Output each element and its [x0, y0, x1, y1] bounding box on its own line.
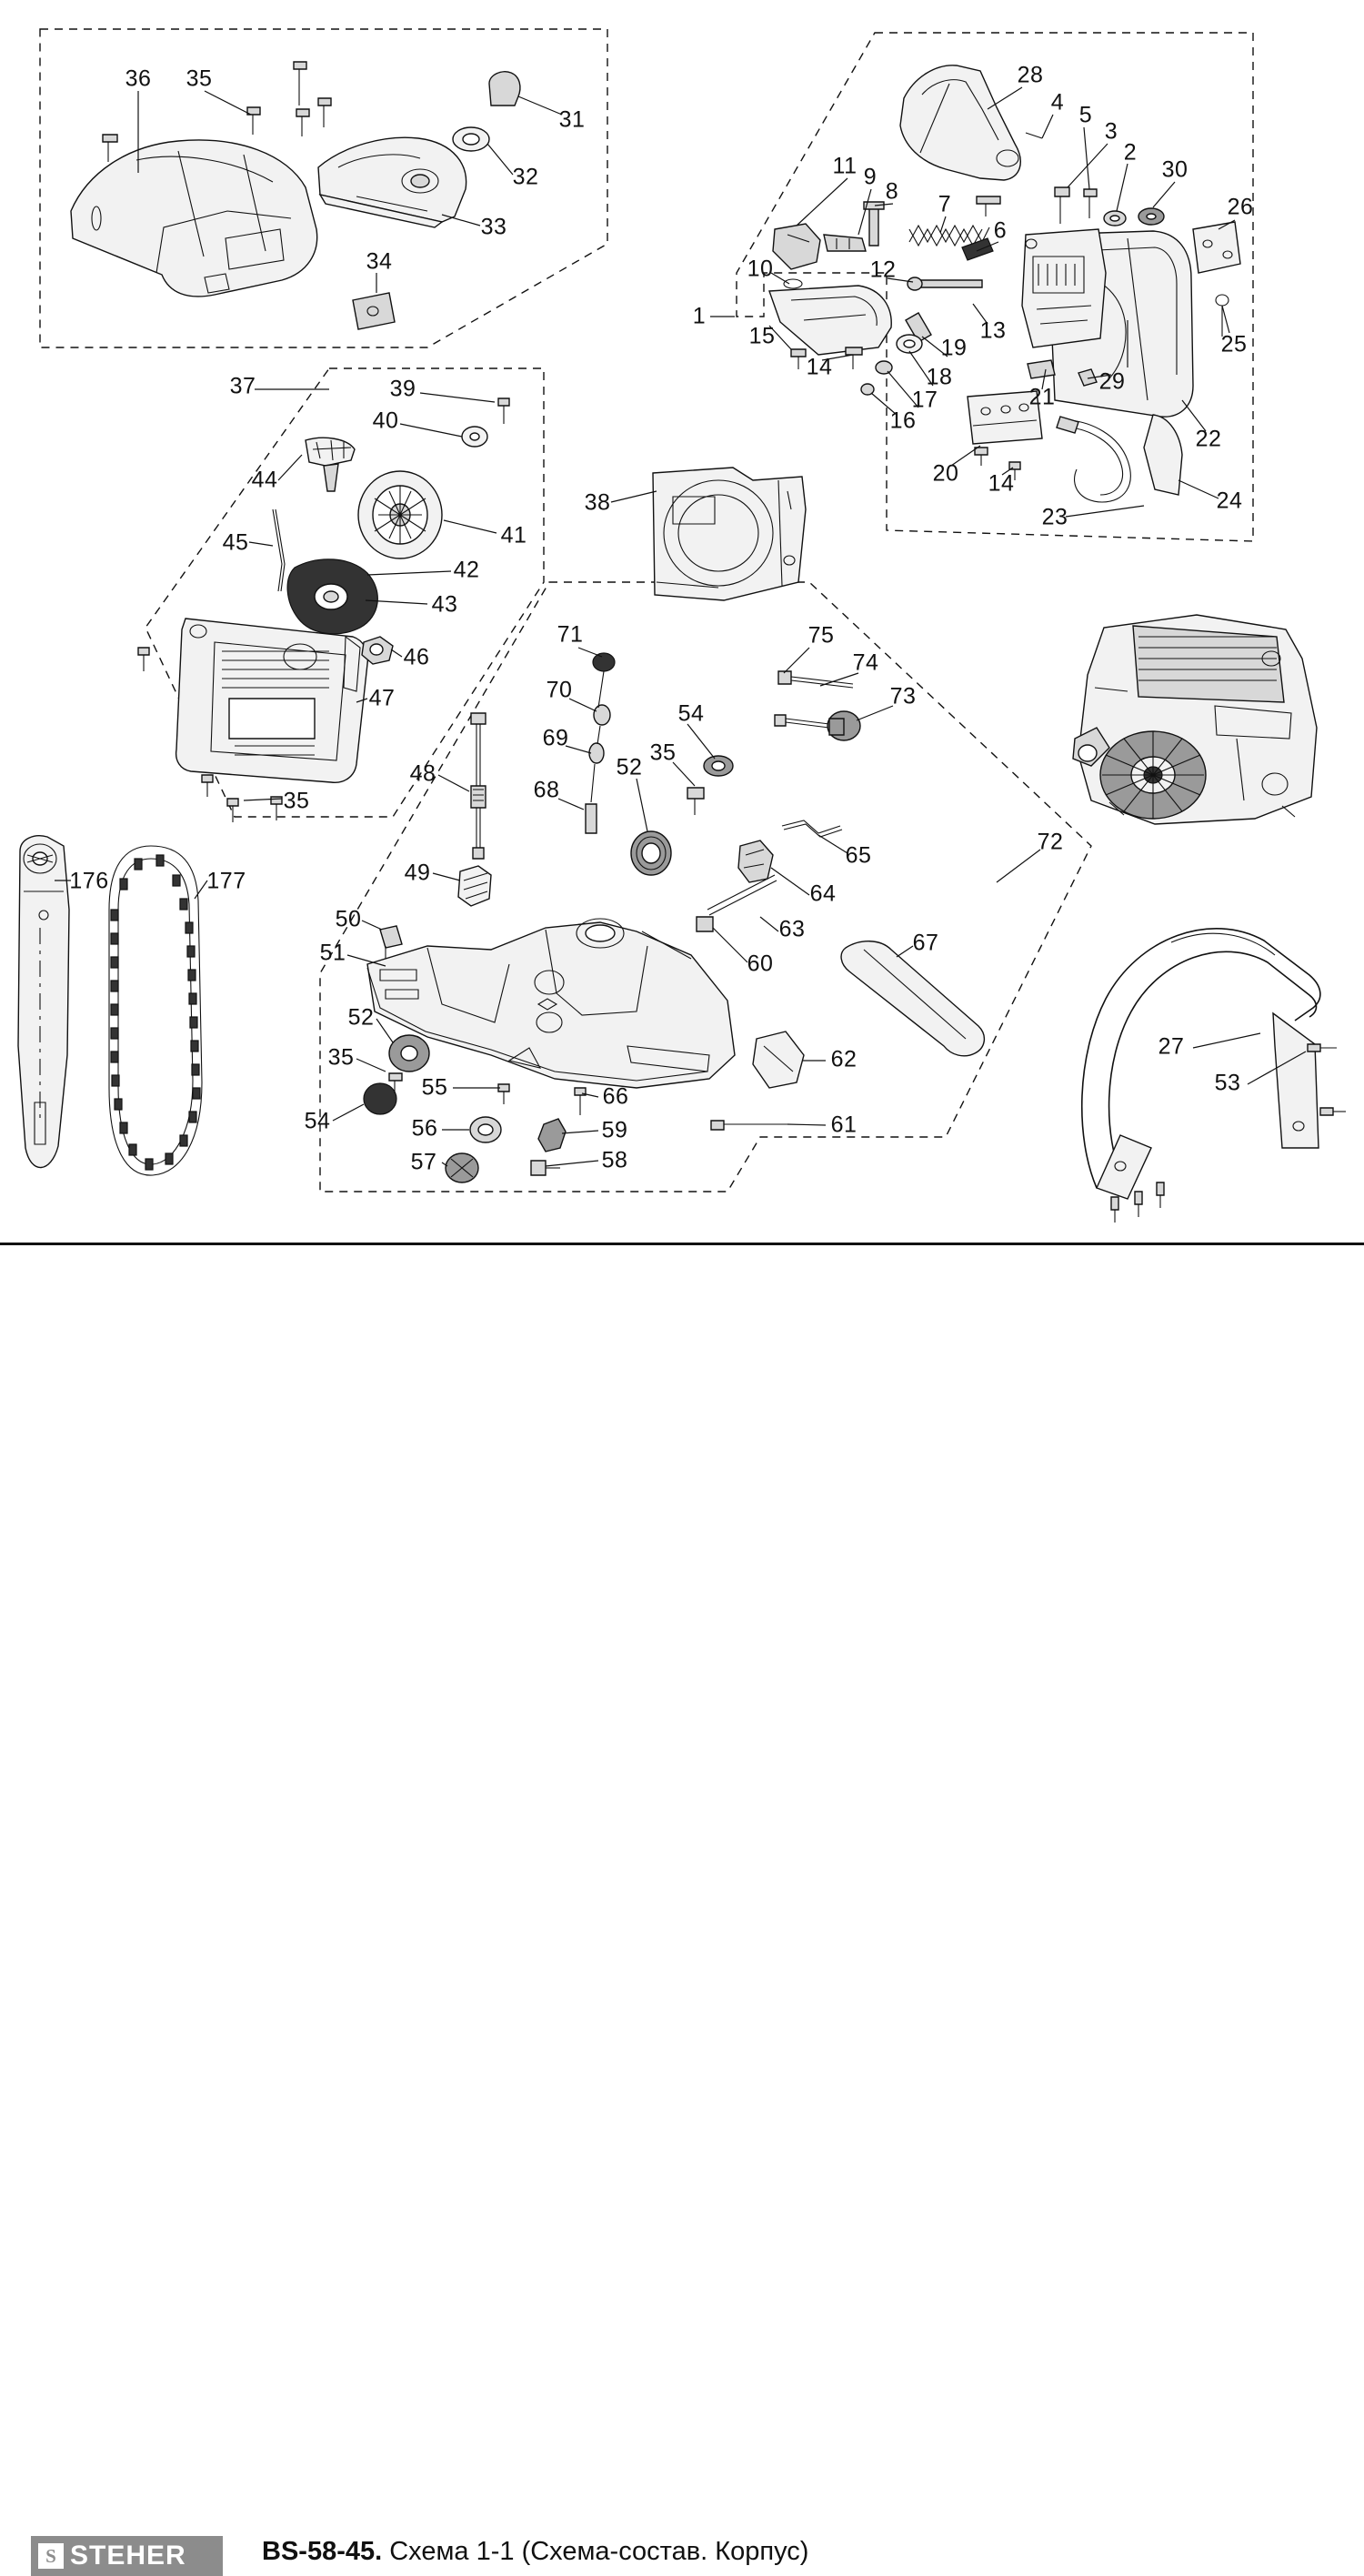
part-26-side-plate — [1193, 222, 1240, 273]
callout-c16: 16 — [889, 408, 917, 434]
callout-c39: 39 — [389, 376, 416, 402]
callout-c22: 22 — [1195, 426, 1222, 452]
part-45-starter-rope — [273, 509, 285, 591]
callout-c48: 48 — [409, 760, 436, 787]
callout-c10: 10 — [747, 256, 774, 282]
callout-c12: 12 — [869, 257, 897, 283]
callout-c4: 4 — [1050, 89, 1065, 116]
callout-c40: 40 — [372, 408, 399, 434]
callout-c14a: 14 — [806, 354, 833, 380]
callout-c23: 23 — [1041, 504, 1068, 530]
callout-c177: 177 — [206, 868, 246, 894]
callout-c53: 53 — [1214, 1070, 1241, 1096]
callout-c31: 31 — [558, 106, 586, 133]
callout-c37: 37 — [229, 373, 256, 399]
callout-c6: 6 — [993, 217, 1008, 244]
callout-c24: 24 — [1216, 488, 1243, 514]
callout-c71: 71 — [557, 621, 584, 648]
diagram-title — [262, 2537, 808, 2567]
diagram-subtitle: Схема 1-1 (Схема-состав. Корпус) — [389, 2537, 809, 2566]
callout-c28: 28 — [1017, 62, 1044, 88]
part-12-rod — [908, 277, 982, 290]
callout-c43: 43 — [431, 591, 458, 618]
callout-c58: 58 — [601, 1147, 628, 1173]
part-176-guide-bar — [18, 836, 69, 1168]
callout-c32: 32 — [512, 164, 539, 190]
callout-c47: 47 — [368, 685, 396, 711]
callout-c55: 55 — [421, 1074, 448, 1101]
part-49-filter — [458, 866, 491, 906]
callout-c176: 176 — [69, 868, 109, 894]
part-50-clip — [380, 926, 402, 959]
callout-c73: 73 — [889, 683, 917, 709]
callout-c64: 64 — [809, 880, 837, 907]
brand-logo — [31, 2536, 223, 2576]
callout-c66: 66 — [602, 1083, 629, 1110]
part-10-11-9-levers — [773, 224, 866, 269]
callout-c52a: 52 — [616, 754, 643, 780]
part-177-saw-chain — [109, 846, 202, 1175]
callout-c15: 15 — [748, 323, 776, 349]
part-67-handle-grip — [841, 941, 984, 1056]
part-38-fan-housing — [653, 468, 806, 600]
callout-c29: 29 — [1098, 368, 1126, 395]
part-32-washer — [453, 127, 489, 151]
part-24-guard — [1144, 415, 1182, 495]
callout-c52b: 52 — [347, 1004, 375, 1031]
callout-c51: 51 — [319, 940, 346, 966]
callout-c56: 56 — [411, 1115, 438, 1142]
callout-c2: 2 — [1123, 139, 1138, 166]
callout-c5: 5 — [1078, 102, 1093, 128]
part-43-starter-spring-case — [287, 559, 377, 634]
callout-c41: 41 — [500, 522, 527, 548]
part-8-pin — [864, 202, 884, 246]
callout-c67: 67 — [912, 930, 939, 956]
callout-c38: 38 — [584, 489, 611, 516]
part-39-40-screws — [462, 398, 509, 447]
callout-c35b: 35 — [283, 788, 310, 814]
callout-c69: 69 — [542, 725, 569, 751]
callout-c70: 70 — [546, 677, 573, 703]
callout-c17: 17 — [911, 387, 938, 413]
callout-c9: 9 — [863, 164, 878, 190]
part-75-74-73-rods — [775, 671, 860, 740]
part-33-cover-plate — [318, 137, 466, 227]
callout-c27: 27 — [1158, 1033, 1185, 1060]
part-15-throttle-trigger — [769, 279, 891, 355]
part-48-throttle-rod — [471, 713, 486, 859]
callout-c74: 74 — [852, 649, 879, 676]
callout-c25: 25 — [1220, 331, 1248, 357]
part-36-top-cover — [71, 140, 317, 297]
part-31-cap — [489, 72, 520, 106]
callout-c7: 7 — [938, 191, 952, 217]
part-engine-block — [1073, 615, 1317, 824]
part-41-starter-pulley — [358, 471, 442, 558]
callout-c18: 18 — [926, 364, 953, 390]
callout-c3: 3 — [1104, 118, 1118, 145]
callout-c61: 61 — [830, 1112, 858, 1138]
callout-c68: 68 — [533, 777, 560, 803]
callout-c35d: 35 — [327, 1044, 355, 1071]
callout-c8: 8 — [885, 178, 899, 205]
callout-c65: 65 — [845, 842, 872, 869]
part-13-bar — [962, 238, 993, 260]
callout-c45: 45 — [222, 529, 249, 556]
callout-c59: 59 — [601, 1117, 628, 1143]
callout-c60: 60 — [747, 951, 774, 977]
callout-c63: 63 — [778, 916, 806, 942]
part-6-carburetor — [1022, 229, 1106, 347]
callout-c49: 49 — [404, 860, 431, 886]
callout-c21: 21 — [1028, 384, 1056, 410]
callout-c11: 11 — [832, 153, 858, 179]
callout-c20: 20 — [932, 460, 959, 487]
callout-c34: 34 — [366, 248, 393, 275]
callout-c35c: 35 — [649, 740, 677, 766]
part-23-strap — [1069, 420, 1130, 502]
callout-c44: 44 — [251, 467, 278, 493]
callout-c72: 72 — [1037, 829, 1064, 855]
callout-c42: 42 — [453, 557, 480, 583]
callout-c14b: 14 — [988, 470, 1015, 497]
callout-c1: 1 — [692, 303, 707, 329]
callout-c54b: 54 — [304, 1108, 331, 1134]
diagram-model: BS-58-45. — [262, 2537, 383, 2566]
part-71-70-69-68-small — [586, 653, 615, 833]
callout-c46: 46 — [403, 644, 430, 670]
callout-c50: 50 — [335, 906, 362, 932]
part-34-bracket — [353, 293, 395, 329]
callout-c75: 75 — [807, 622, 835, 649]
brand-mark-icon: S — [38, 2543, 64, 2569]
callout-c26: 26 — [1227, 194, 1254, 220]
callout-c13: 13 — [979, 317, 1007, 344]
leader-38 — [611, 491, 657, 502]
brand-name: STEHER — [70, 2541, 186, 2571]
callout-c33: 33 — [480, 214, 507, 240]
callout-c54a: 54 — [677, 700, 705, 727]
callout-c57: 57 — [410, 1149, 437, 1175]
callout-c36: 36 — [125, 65, 152, 92]
part-44-starter-handle — [306, 438, 355, 491]
callout-c30: 30 — [1161, 156, 1188, 183]
callout-c19: 19 — [940, 335, 968, 361]
callout-c62: 62 — [830, 1046, 858, 1072]
footer — [0, 1245, 1364, 2571]
part-65-64-63-60-parts — [697, 820, 842, 931]
part-47-starter-housing — [176, 619, 368, 782]
callout-c35a: 35 — [186, 65, 213, 92]
